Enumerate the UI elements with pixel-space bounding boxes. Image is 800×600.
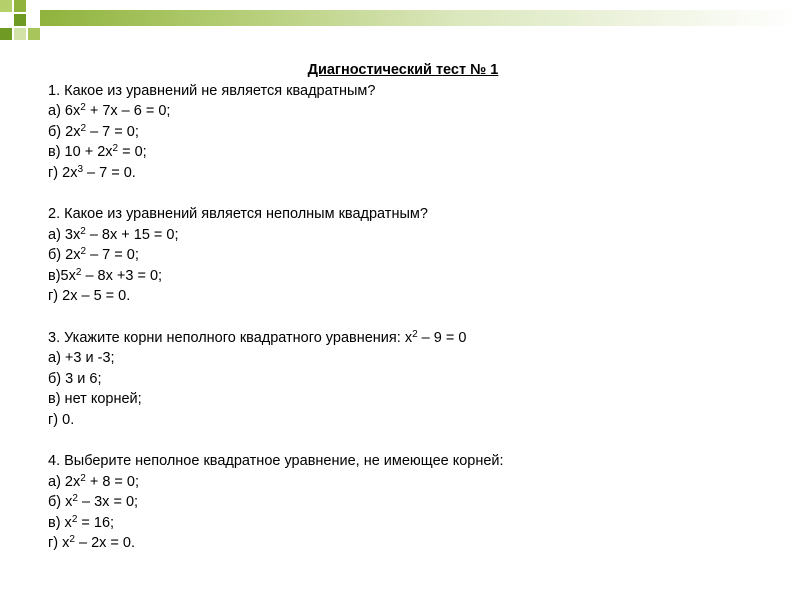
answer-option: $в)5x^2 - 8x +3 = 0$; — [48, 266, 163, 284]
spacer — [48, 183, 768, 204]
answer-option: а) +3 и -3; — [48, 350, 115, 366]
answer-option: г) $x^2 - 2x = 0$. — [48, 534, 136, 551]
answer-option: в) $x^2 = 16$; — [48, 513, 115, 531]
corner-square — [0, 0, 12, 12]
question-text: 3. Укажите корни неполного квадратного уравнения: $x^2 - 9 = 0$ — [48, 328, 467, 346]
top-gradient-bar — [40, 10, 800, 26]
answer-option: г) $2x^3 - 7 = 0$. — [48, 163, 136, 181]
spacer — [48, 307, 768, 328]
answer-option: а) $2x^2 + 8 = 0$; — [48, 472, 140, 490]
corner-square — [0, 28, 12, 40]
answer-option: в) нет корней; — [48, 391, 142, 407]
corner-square — [28, 28, 40, 40]
question-text: 1. Какое из уравнений не является квадратным? — [48, 82, 376, 99]
corner-square — [14, 14, 26, 26]
answer-option: а) $3x^2 - 8x + 15 = 0$; — [48, 225, 179, 243]
corner-square — [0, 14, 12, 26]
answer-option: а) $6x^2 + 7x - 6 = 0$; — [48, 102, 171, 119]
answer-option: в) $10 + 2x^2 = 0$; — [48, 143, 147, 160]
answer-option: б) $x^2 - 3x = 0$; — [48, 493, 139, 510]
answer-option: г) 0. — [48, 411, 75, 428]
question-text: 2. Какое из уравнений является неполным квадратным? — [48, 206, 428, 222]
corner-square — [14, 28, 26, 40]
answer-option: б) 3 и 6; — [48, 370, 102, 387]
corner-square — [14, 0, 26, 12]
test-title: Диагностический тест № 1 — [307, 62, 499, 78]
answer-option: б) $2x^2 - 7 = 0$; — [48, 246, 139, 263]
answer-option: г) 2x – 5 = 0. — [48, 288, 131, 304]
question-text: 4. Выберите неполное квадратное уравнение, не имеющее корней: — [48, 453, 504, 469]
corner-square — [28, 0, 40, 12]
test-content — [48, 60, 768, 554]
spacer — [48, 430, 768, 451]
answer-option: б) $2x^2 - 7 = 0$; — [48, 122, 139, 140]
